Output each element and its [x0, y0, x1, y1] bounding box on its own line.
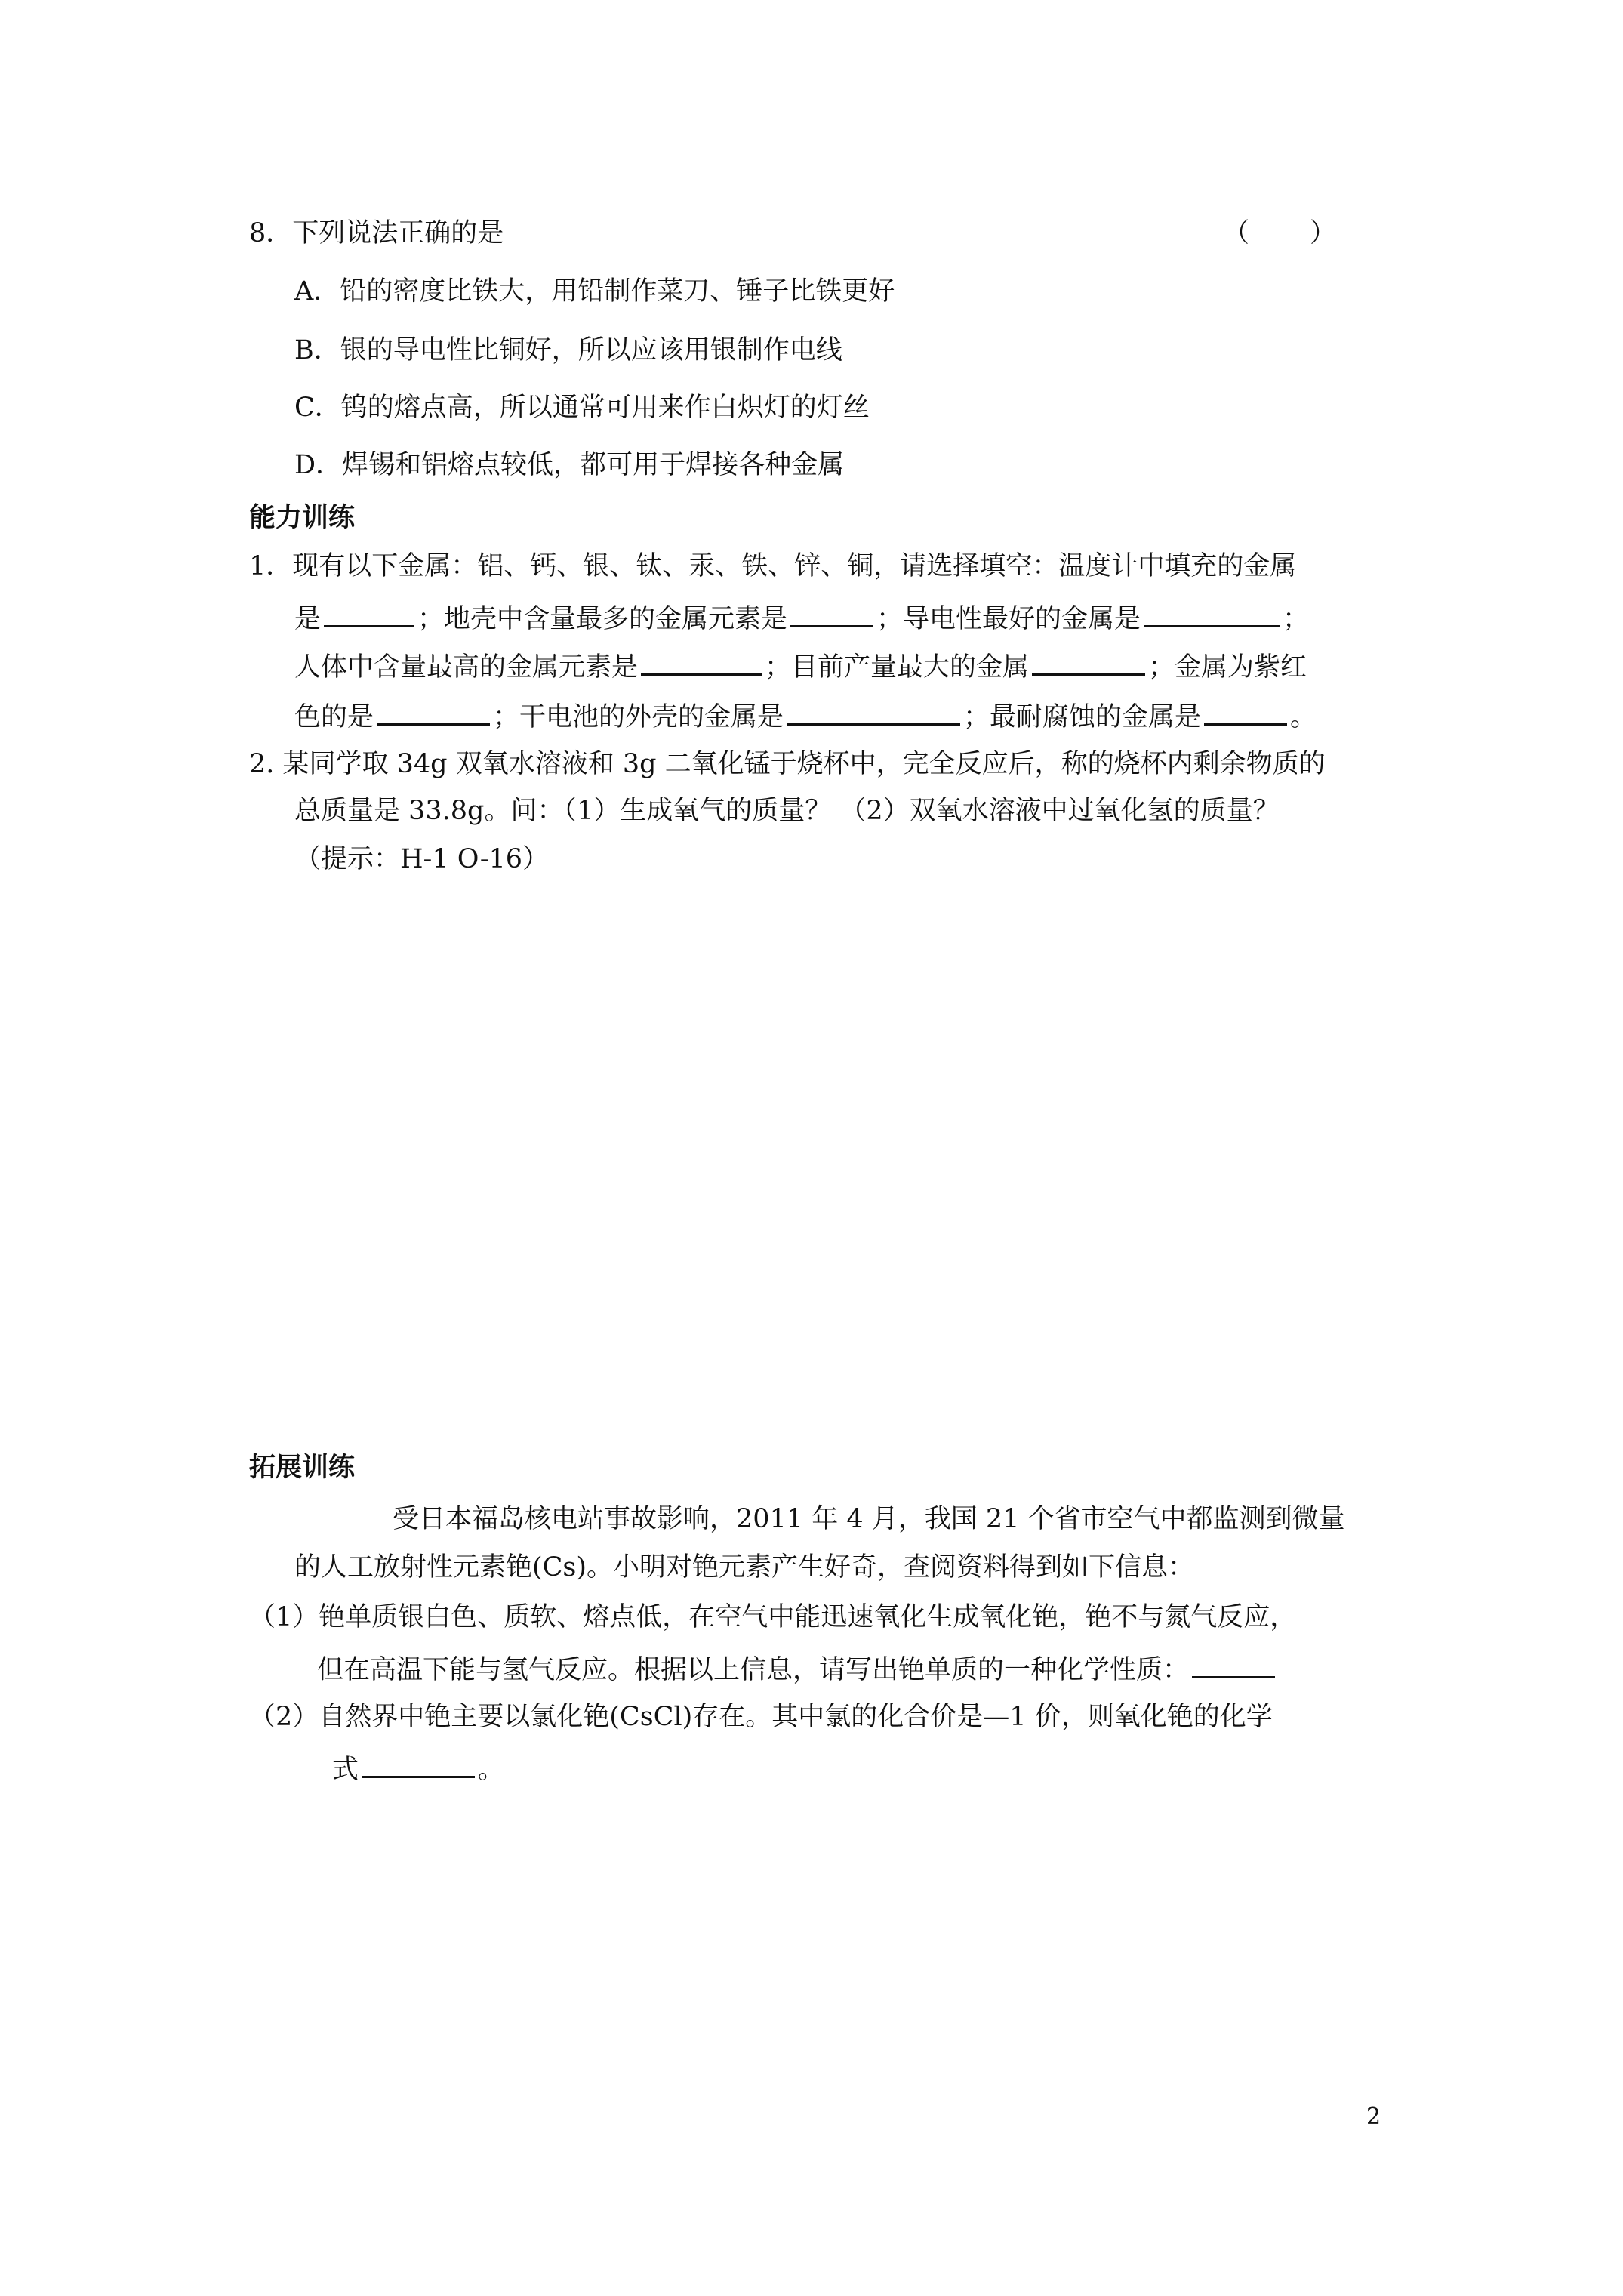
- ability-q1-text: ；目前产量最大的金属: [765, 652, 1030, 683]
- q8-option-c: C．钨的熔点高，所以通常可用来作白炽灯的灯丝: [294, 393, 870, 423]
- q8-option-d: D．焊锡和铝熔点较低，都可用于焊接各种金属: [294, 450, 845, 480]
- ability-q1-text: 色的是: [294, 702, 374, 732]
- ability-q1-text: ；金属为紫红: [1148, 652, 1307, 683]
- page-number: 2: [1366, 2103, 1381, 2130]
- answer-blank[interactable]: [1192, 1649, 1275, 1678]
- ability-q1-text: 人体中含量最高的金属元素是: [294, 652, 639, 683]
- answer-blank[interactable]: [1144, 598, 1280, 627]
- ability-q2-line2: 总质量是 33.8g。问：（1）生成氧气的质量？ （2）双氧水溶液中过氧化氢的质量？: [294, 796, 1280, 826]
- answer-blank[interactable]: [790, 598, 873, 627]
- ability-q1-text: ；导电性最好的金属是: [876, 604, 1141, 634]
- ability-heading: 能力训练: [249, 502, 356, 533]
- ability-q1-text: 。: [1290, 702, 1317, 732]
- ability-q1-line1: 1．现有以下金属：铝、钙、银、钛、汞、铁、锌、铜，请选择填空：温度计中填充的金属: [249, 551, 1297, 581]
- extension-intro-line1: 受日本福岛核电站事故影响，2011 年 4 月，我国 21 个省市空气中都监测到微量: [393, 1504, 1345, 1534]
- extension-q2-text: 。: [478, 1755, 505, 1785]
- ability-q1-line2: [294, 598, 1309, 637]
- q8-option-a: A．铅的密度比铁大，用铅制作菜刀、锤子比铁更好: [294, 276, 895, 307]
- extension-q1-line1: （1）铯单质银白色、质软、熔点低，在空气中能迅速氧化生成氧化铯，铯不与氮气反应，: [249, 1602, 1297, 1632]
- answer-blank[interactable]: [324, 598, 414, 627]
- ability-q1-text: ；: [1283, 604, 1310, 634]
- answer-blank[interactable]: [377, 696, 490, 726]
- ability-q1-text: ；干电池的外壳的金属是: [493, 702, 784, 732]
- ability-q2-line1: 2. 某同学取 34g 双氧水溶液和 3g 二氧化锰于烧杯中，完全反应后，称的烧杯内剩余物质的: [249, 749, 1326, 779]
- extension-heading: 拓展训练: [249, 1452, 356, 1483]
- answer-blank[interactable]: [1032, 646, 1145, 676]
- ability-q1-text: ；最耐腐蚀的金属是: [963, 702, 1202, 732]
- q8-answer-paren-open: （: [1223, 218, 1250, 248]
- extension-q1-line2: [317, 1649, 1278, 1688]
- extension-q2-text: 式: [332, 1755, 359, 1785]
- ability-q1-text: 是: [294, 604, 322, 634]
- ability-q1-line4: [294, 696, 1317, 735]
- ability-q2-hint: （提示：H-1 O-16）: [294, 844, 550, 874]
- answer-blank[interactable]: [641, 646, 762, 676]
- answer-blank[interactable]: [362, 1749, 475, 1778]
- answer-blank[interactable]: [1204, 696, 1287, 726]
- answer-blank[interactable]: [787, 696, 960, 726]
- extension-q2-line2: [332, 1749, 504, 1788]
- q8-option-b: B．银的导电性比铜好，所以应该用银制作电线: [294, 335, 842, 365]
- extension-intro-line2: 的人工放射性元素铯(Cs)。小明对铯元素产生好奇，查阅资料得到如下信息：: [294, 1552, 1195, 1583]
- ability-q1-text: ；地壳中含量最多的金属元素是: [417, 604, 788, 634]
- extension-q1-text: 但在高温下能与氢气反应。根据以上信息，请写出铯单质的一种化学性质：: [317, 1655, 1190, 1685]
- q8-stem: 8．下列说法正确的是: [249, 218, 504, 248]
- q8-answer-paren-close: ）: [1310, 218, 1337, 248]
- ability-q1-line3: [294, 646, 1307, 686]
- extension-q2-line1: （2）自然界中铯主要以氯化铯(CsCl)存在。其中氯的化合价是—1 价，则氧化铯的化学: [249, 1702, 1273, 1732]
